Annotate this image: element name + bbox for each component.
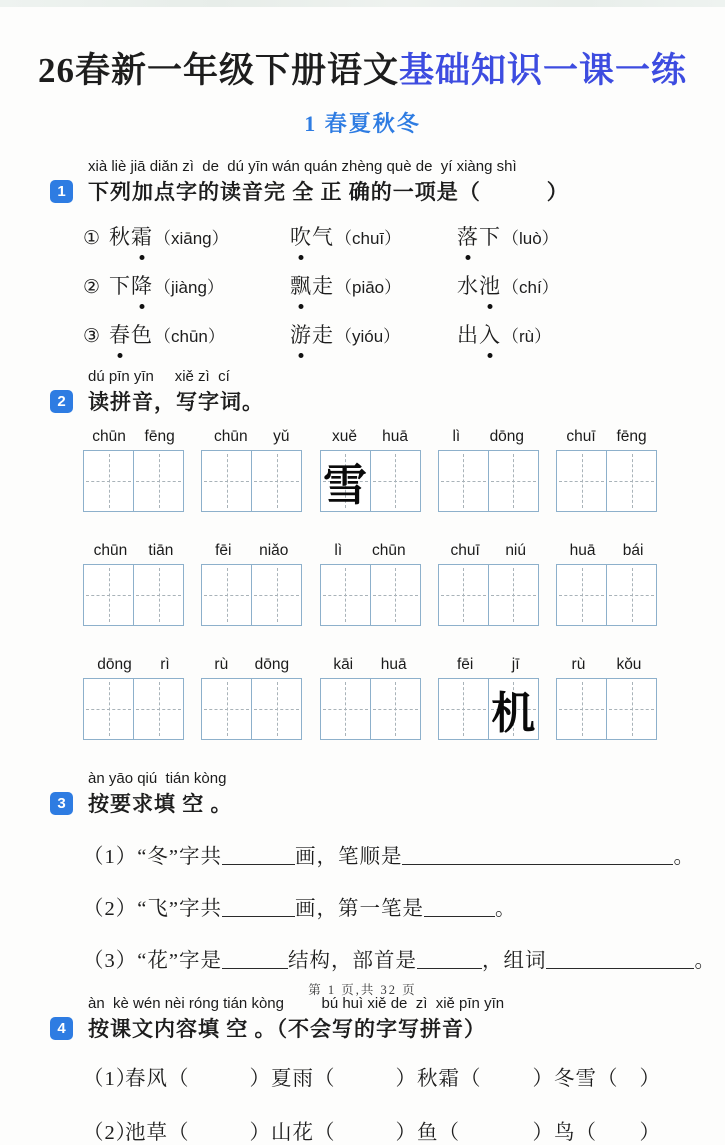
grid-pinyin: chūn xyxy=(371,542,406,559)
grid-pinyin: chūn xyxy=(214,428,248,445)
question-3-pinyin: àn yāo qiú tián kòng xyxy=(88,770,227,787)
question-2-pinyin: dú pīn yīn xiě zì cí xyxy=(88,368,230,385)
question-4-text: 按课文内容填 空 。（不会写的字写拼音） xyxy=(88,1017,486,1041)
fill-blank[interactable] xyxy=(546,954,694,969)
option-number: ② xyxy=(83,276,101,298)
writing-grid-group xyxy=(83,428,184,512)
grid-pinyin: chuī xyxy=(450,542,480,559)
writing-cell[interactable] xyxy=(321,451,370,511)
prefilled-char xyxy=(489,565,538,625)
question-4-badge: 4 xyxy=(50,1017,73,1040)
grid-pinyin: rù xyxy=(571,656,586,673)
grid-pinyin: dōng xyxy=(254,656,290,673)
option-item: 下 降 （jiàng） xyxy=(109,270,290,300)
grid-pinyin: chūn xyxy=(93,542,128,559)
question-1-pinyin: xià liè jiā diǎn zì de dú yīn wán quán zhèng què de yí xiàng shì xyxy=(88,158,517,175)
lesson-title: 1 春夏秋冬 xyxy=(304,111,421,136)
option-item: 落 下 （luò） xyxy=(457,221,559,251)
fill-blank[interactable] xyxy=(222,850,295,865)
writing-cell[interactable] xyxy=(202,565,251,625)
prefilled-char xyxy=(489,451,538,511)
prefilled-char xyxy=(202,679,251,739)
option-item: 水 池 （chí） xyxy=(457,270,559,300)
grid-row-2 xyxy=(83,542,657,626)
option-row-3 xyxy=(83,319,725,349)
fill-line-3: （3）“花”字是 结构，部首是 ，组词 。 xyxy=(83,950,716,972)
grid-pinyin: chūn xyxy=(92,428,126,445)
worksheet-title xyxy=(0,43,725,93)
prefilled-char xyxy=(557,679,606,739)
option-row-1 xyxy=(83,221,725,251)
pinyin-reading: （piāo） xyxy=(335,278,402,297)
pinyin-reading: （rù） xyxy=(502,327,552,346)
recite-line-1: （1） 春风 （ ） 夏雨 （ ） 秋霜 （ ） 冬雪 （ ） xyxy=(83,1061,725,1091)
writing-cell[interactable] xyxy=(488,679,538,739)
grid-pinyin: tiān xyxy=(148,542,174,559)
prefilled-char xyxy=(371,565,420,625)
writing-cell[interactable] xyxy=(133,451,183,511)
writing-cell[interactable] xyxy=(84,679,133,739)
option-item: 游 走 （yióu） xyxy=(290,319,457,349)
prefilled-char xyxy=(439,451,488,511)
grid-pinyin: rù xyxy=(214,656,229,673)
dotted-char: 霜 xyxy=(131,221,153,251)
prefilled-char xyxy=(371,679,420,739)
prefilled-char xyxy=(439,679,488,739)
writing-grid-group xyxy=(438,542,539,626)
writing-cell[interactable] xyxy=(251,565,301,625)
writing-grid-group xyxy=(556,542,657,626)
writing-cell[interactable] xyxy=(557,451,606,511)
prefilled-char xyxy=(607,565,656,625)
recite-item: 夏雨 （ ） xyxy=(271,1068,417,1090)
question-1 xyxy=(0,158,725,349)
option-row-2 xyxy=(83,270,725,300)
prefilled-char xyxy=(134,565,183,625)
writing-cell[interactable] xyxy=(606,565,656,625)
grid-pinyin: jī xyxy=(511,656,520,673)
dotted-char: 降 xyxy=(131,270,153,300)
fill-blank[interactable] xyxy=(222,902,295,917)
option-item: 飘 走 （piāo） xyxy=(290,270,457,300)
pinyin-reading: （yióu） xyxy=(335,327,401,346)
prefilled-char xyxy=(607,451,656,511)
writing-grid-group xyxy=(83,542,184,626)
question-2-text: 读拼音，写字词。 xyxy=(88,390,264,414)
writing-cell[interactable] xyxy=(202,451,251,511)
fill-blank[interactable] xyxy=(222,954,288,969)
writing-cell[interactable] xyxy=(439,565,488,625)
dotted-char: 春 xyxy=(109,319,131,349)
writing-cell[interactable] xyxy=(370,565,420,625)
question-1-badge: 1 xyxy=(50,180,73,203)
fill-blank[interactable] xyxy=(424,902,495,917)
writing-cell[interactable] xyxy=(488,451,538,511)
grid-pinyin: huā xyxy=(382,428,408,445)
writing-grid-group xyxy=(556,428,657,512)
prefilled-char xyxy=(439,565,488,625)
grid-pinyin: chuī xyxy=(566,428,596,445)
grid-pinyin: fēng xyxy=(144,428,175,445)
writing-cell[interactable] xyxy=(84,565,133,625)
writing-grid-group xyxy=(320,428,421,512)
grid-row-3 xyxy=(83,656,657,740)
writing-grid-group xyxy=(320,542,421,626)
prefilled-char xyxy=(84,679,133,739)
option-item: 春 色 （chūn） xyxy=(109,319,290,349)
prefilled-char xyxy=(84,565,133,625)
writing-grid-group xyxy=(201,428,302,512)
recite-item: 冬雪 （ ） xyxy=(554,1068,661,1090)
writing-cell[interactable] xyxy=(439,451,488,511)
fill-blank[interactable] xyxy=(402,850,673,865)
grid-pinyin: dōng xyxy=(97,656,132,673)
grid-pinyin: xuě xyxy=(332,428,358,445)
option-item: 秋 霜 （xiāng） xyxy=(109,221,290,251)
grid-pinyin: dōng xyxy=(489,428,525,445)
pinyin-reading: （jiàng） xyxy=(154,278,224,297)
writing-cell[interactable] xyxy=(370,451,420,511)
prefilled-char xyxy=(252,679,301,739)
pinyin-reading: （xiāng） xyxy=(154,229,229,248)
prefilled-char xyxy=(557,565,606,625)
question-1-text: 下列加点字的读音完 全 正 确的一项是（ ） xyxy=(88,180,569,204)
writing-cell[interactable] xyxy=(133,565,183,625)
writing-cell[interactable] xyxy=(202,679,251,739)
fill-blank[interactable] xyxy=(417,954,482,969)
pinyin-reading: （chūn） xyxy=(154,327,225,346)
option-number: ③ xyxy=(83,325,101,347)
prefilled-char: 雪 xyxy=(323,461,367,510)
grid-pinyin: huā xyxy=(569,542,596,559)
writing-grid-group xyxy=(201,542,302,626)
pinyin-reading: （chí） xyxy=(502,278,559,297)
question-4-pinyin: àn kè wén nèi róng tián kòng bú huì xiě de zì xiě pīn yīn xyxy=(88,995,505,1012)
writing-cell[interactable] xyxy=(251,679,301,739)
writing-grid-group xyxy=(83,656,184,740)
writing-grid-group xyxy=(438,428,539,512)
option-number: ① xyxy=(83,227,101,249)
title-black-part: 26春新一年级下册语文 xyxy=(37,51,399,90)
fill-line-1: （1）“冬”字共 画，笔顺是 。 xyxy=(83,846,695,868)
grid-pinyin: rì xyxy=(160,656,170,673)
writing-cell[interactable] xyxy=(606,679,656,739)
prefilled-char xyxy=(321,565,370,625)
title-blue-part: 基础知识一课一练 xyxy=(399,51,688,90)
grid-pinyin: fēng xyxy=(616,428,647,445)
recite-item: 山花 （ ） xyxy=(271,1122,417,1144)
grid-pinyin: yǔ xyxy=(273,428,290,445)
prefilled-char xyxy=(84,451,133,511)
option-item: 出 入 （rù） xyxy=(457,319,551,349)
pinyin-reading: （luò） xyxy=(502,229,559,248)
pinyin-reading: （chuī） xyxy=(335,229,402,248)
dotted-char: 池 xyxy=(479,270,501,300)
grid-pinyin: kǒu xyxy=(616,656,642,673)
prefilled-char xyxy=(252,451,301,511)
dotted-char: 入 xyxy=(479,319,501,349)
fill-line-2: （2）“飞”字共 画，第一笔是 。 xyxy=(83,898,517,920)
writing-cell[interactable] xyxy=(321,679,370,739)
writing-cell[interactable] xyxy=(370,679,420,739)
writing-grid-group xyxy=(201,656,302,740)
writing-cell[interactable] xyxy=(557,679,606,739)
grid-pinyin: niǎo xyxy=(259,542,289,559)
grid-row-1 xyxy=(83,428,657,512)
writing-cell[interactable] xyxy=(251,451,301,511)
recite-item: 秋霜 （ ） xyxy=(417,1068,554,1090)
writing-cell[interactable] xyxy=(321,565,370,625)
grid-pinyin: fēi xyxy=(215,542,232,559)
grid-pinyin: niú xyxy=(505,542,526,559)
recite-item: 鸟 （ ） xyxy=(554,1122,661,1144)
prefilled-char xyxy=(557,451,606,511)
prefilled-char xyxy=(134,451,183,511)
dotted-char: 吹 xyxy=(290,221,312,251)
grid-pinyin: lì xyxy=(452,428,461,445)
writing-grid-group xyxy=(556,656,657,740)
page-footer: 第 1 页,共 32 页 xyxy=(308,983,417,997)
prefilled-char xyxy=(371,451,420,511)
writing-cell[interactable] xyxy=(439,679,488,739)
recite-line-2: （2） 池草 （ ） 山花 （ ） 鱼 （ ） 鸟 （ ） xyxy=(83,1115,725,1145)
writing-cell[interactable] xyxy=(84,451,133,511)
grid-pinyin: kāi xyxy=(333,656,354,673)
option-item: 吹 气 （chuī） xyxy=(290,221,457,251)
prefilled-char xyxy=(607,679,656,739)
prefilled-char xyxy=(134,679,183,739)
grid-pinyin: huā xyxy=(380,656,407,673)
grid-pinyin: lì xyxy=(334,542,343,559)
writing-grid-group xyxy=(320,656,421,740)
dotted-char: 落 xyxy=(457,221,479,251)
question-3 xyxy=(0,770,725,973)
writing-grid-group xyxy=(438,656,539,740)
prefilled-char xyxy=(321,679,370,739)
prefilled-char xyxy=(252,565,301,625)
scan-edge-strip xyxy=(0,0,725,7)
question-3-badge: 3 xyxy=(50,792,73,815)
dotted-char: 飘 xyxy=(290,270,312,300)
dotted-char: 游 xyxy=(290,319,312,349)
grid-pinyin: bái xyxy=(622,542,644,559)
prefilled-char: 机 xyxy=(491,689,536,738)
prefilled-char xyxy=(202,565,251,625)
writing-cell[interactable] xyxy=(133,679,183,739)
question-2 xyxy=(0,368,725,740)
grid-pinyin: fēi xyxy=(456,656,474,673)
writing-cell[interactable] xyxy=(606,451,656,511)
question-3-text: 按要求填 空 。 xyxy=(88,792,233,816)
question-2-badge: 2 xyxy=(50,390,73,413)
recite-item: 鱼 （ ） xyxy=(417,1122,554,1144)
prefilled-char xyxy=(202,451,251,511)
recite-item: 春风 （ ） xyxy=(125,1068,271,1090)
writing-cell[interactable] xyxy=(557,565,606,625)
writing-cell[interactable] xyxy=(488,565,538,625)
recite-item: 池草 （ ） xyxy=(125,1122,271,1144)
question-4 xyxy=(0,995,725,1145)
